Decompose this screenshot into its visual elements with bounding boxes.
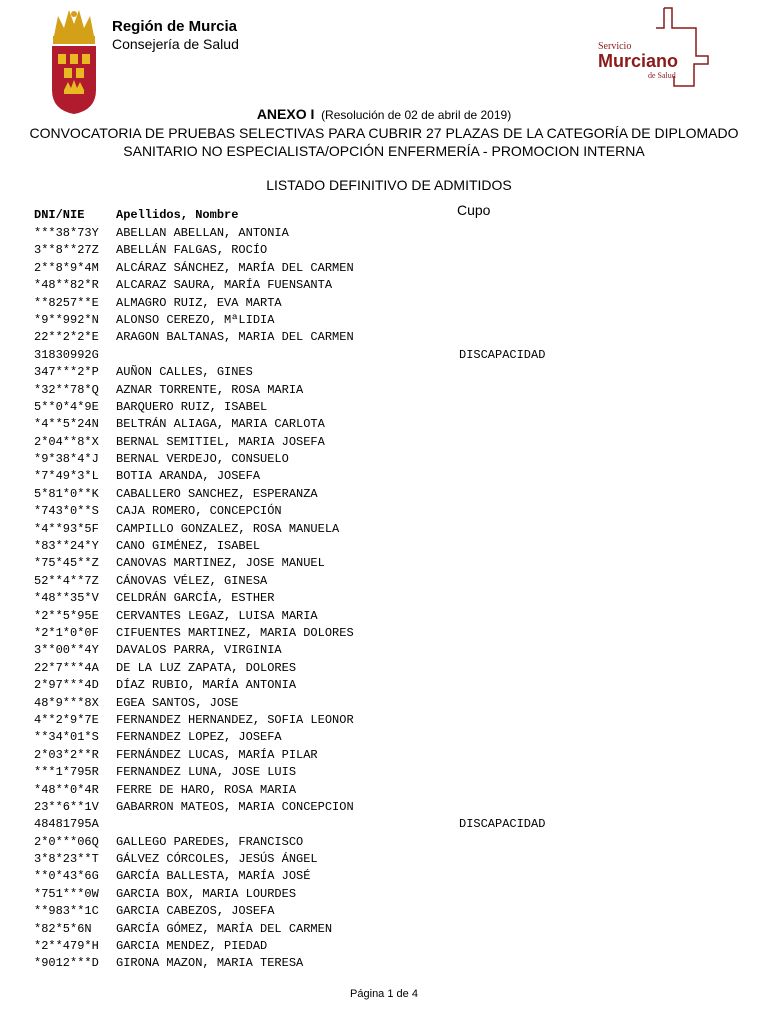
row-dni: 48*9***8X — [34, 695, 99, 710]
sms-logo — [596, 6, 718, 88]
row-dni: 2*03*2**R — [34, 747, 99, 762]
row-name: AZNAR TORRENTE, ROSA MARIA — [116, 382, 304, 397]
row-name: ALMAGRO RUIZ, EVA MARTA — [116, 295, 282, 310]
row-dni: *9**992*N — [34, 312, 99, 327]
row-name: FERNÁNDEZ LUCAS, MARÍA PILAR — [116, 747, 318, 762]
row-name: ALCÁRAZ SÁNCHEZ, MARÍA DEL CARMEN — [116, 260, 354, 275]
row-dni: *82*5*6N — [34, 921, 92, 936]
row-dni: *751***0W — [34, 886, 99, 901]
row-dni: 2*04**8*X — [34, 434, 99, 449]
row-dni: *48**82*R — [34, 278, 99, 293]
sms-logo-line3: de Salud — [648, 71, 676, 80]
row-dni: 347***2*P — [34, 365, 99, 380]
row-dni: 3**00**4Y — [34, 643, 99, 658]
row-dni: 3*8*23**T — [34, 852, 99, 867]
row-dni: ***1*795R — [34, 765, 99, 780]
column-header-name: Apellidos, Nombre — [116, 208, 239, 222]
row-name: BELTRÁN ALIAGA, MARIA CARLOTA — [116, 417, 325, 432]
row-dni: 5**0*4*9E — [34, 399, 99, 414]
row-dni: *2**479*H — [34, 939, 99, 954]
row-dni: *2**5*95E — [34, 608, 99, 623]
row-name: CABALLERO SANCHEZ, ESPERANZA — [116, 486, 318, 501]
row-name: AUÑON CALLES, GINES — [116, 365, 253, 380]
row-name: CIFUENTES MARTINEZ, MARIA DOLORES — [116, 625, 354, 640]
list-title: LISTADO DEFINITIVO DE ADMITIDOS — [266, 177, 512, 193]
column-header-cupo: Cupo — [457, 202, 491, 218]
column-header-dni: DNI/NIE — [34, 208, 85, 222]
row-name: ARAGON BALTANAS, MARIA DEL CARMEN — [116, 330, 354, 345]
convocatoria-line-1: CONVOCATORIA DE PRUEBAS SELECTIVAS PARA CUBRIR 27 PLAZAS DE LA CATEGORÍA DE DIPLOMADO — [29, 125, 739, 141]
row-dni: *48**35*V — [34, 591, 99, 606]
row-name: DÍAZ RUBIO, MARÍA ANTONIA — [116, 678, 297, 693]
row-name: CANO GIMÉNEZ, ISABEL — [116, 539, 261, 554]
row-name: CAJA ROMERO, CONCEPCIÓN — [116, 504, 282, 519]
row-name: BERNAL SEMITIEL, MARIA JOSEFA — [116, 434, 325, 449]
sms-logo-line1: Servicio — [598, 41, 632, 52]
row-dni: 22*7***4A — [34, 660, 99, 675]
row-dni: 3**8**27Z — [34, 243, 99, 258]
row-dni: **8257**E — [34, 295, 99, 310]
anexo-label: ANEXO I — [256, 106, 315, 122]
row-name: CANOVAS MARTINEZ, JOSE MANUEL — [116, 556, 325, 571]
row-name: CAMPILLO GONZALEZ, ROSA MANUELA — [116, 521, 340, 536]
row-dni: 2**8*9*4M — [34, 260, 99, 275]
row-name: GABARRON MATEOS, MARIA CONCEPCION — [116, 799, 354, 814]
row-dni: 2*97***4D — [34, 678, 99, 693]
header-organization — [48, 6, 239, 114]
row-name: DE LA LUZ ZAPATA, DOLORES — [116, 660, 297, 675]
row-name: FERNANDEZ LUNA, JOSE LUIS — [116, 765, 297, 780]
row-dni: *75*45**Z — [34, 556, 99, 571]
column-headers — [34, 208, 239, 222]
row-dni: *7*49*3*L — [34, 469, 99, 484]
convocatoria-title — [20, 124, 748, 160]
row-name: GARCIA MENDEZ, PIEDAD — [116, 939, 268, 954]
row-dni: 22**2*2*E — [34, 330, 99, 345]
org-name: Región de Murcia — [112, 18, 238, 35]
row-cupo: DISCAPACIDAD — [459, 347, 546, 362]
sms-logo-line2: Murciano — [598, 51, 679, 71]
row-name: CÁNOVAS VÉLEZ, GINESA — [116, 573, 268, 588]
row-dni: 31830992G — [34, 347, 99, 362]
row-name: ABELLAN ABELLAN, ANTONIA — [116, 226, 289, 240]
row-dni: 2*0***06Q — [34, 834, 99, 849]
row-dni: 4**2*9*7E — [34, 712, 99, 727]
row-name: BERNAL VERDEJO, CONSUELO — [116, 452, 289, 467]
row-dni: 5*81*0**K — [34, 486, 99, 501]
sms-cross-logo-icon — [596, 6, 718, 88]
row-name: ALONSO CEREZO, MªLIDIA — [116, 312, 275, 327]
row-dni: ***38*73Y — [34, 226, 99, 240]
row-name: DAVALOS PARRA, VIRGINIA — [116, 643, 282, 658]
row-name: GALLEGO PAREDES, FRANCISCO — [116, 834, 304, 849]
row-name: GARCIA BOX, MARIA LOURDES — [116, 886, 297, 901]
row-dni: *48**0*4R — [34, 782, 99, 797]
anexo-heading — [0, 106, 768, 122]
row-name: EGEA SANTOS, JOSE — [116, 695, 239, 710]
row-name: FERNANDEZ LOPEZ, JOSEFA — [116, 730, 282, 745]
row-name: GIRONA MAZON, MARIA TERESA — [116, 956, 304, 971]
row-dni: *9012***D — [34, 956, 99, 971]
row-name: FERRE DE HARO, ROSA MARIA — [116, 782, 297, 797]
row-dni: *743*0**S — [34, 504, 99, 519]
row-cupo: DISCAPACIDAD — [459, 817, 546, 832]
resolution-date: (Resolución de 02 de abril de 2019) — [321, 108, 512, 122]
row-name: CERVANTES LEGAZ, LUISA MARIA — [116, 608, 318, 623]
row-name: GÁLVEZ CÓRCOLES, JESÚS ÁNGEL — [116, 852, 318, 867]
convocatoria-line-2: SANITARIO NO ESPECIALISTA/OPCIÓN ENFERMERÍA - PROMOCION INTERNA — [123, 143, 645, 159]
row-dni: **0*43*6G — [34, 869, 99, 884]
row-dni: **983**1C — [34, 904, 99, 919]
row-name: ABELLÁN FALGAS, ROCÍO — [116, 243, 268, 258]
row-dni: *32**78*Q — [34, 382, 99, 397]
org-department: Consejería de Salud — [112, 36, 239, 52]
row-dni: *4**5*24N — [34, 417, 99, 432]
row-name: GARCÍA GÓMEZ, MARÍA DEL CARMEN — [116, 921, 333, 936]
row-name: GARCÍA BALLESTA, MARÍA JOSÉ — [116, 869, 311, 884]
row-name: BARQUERO RUIZ, ISABEL — [116, 399, 268, 414]
row-dni: 52**4**7Z — [34, 573, 99, 588]
row-dni: *83**24*Y — [34, 539, 99, 554]
row-dni: *9*38*4*J — [34, 452, 99, 467]
row-name: BOTIA ARANDA, JOSEFA — [116, 469, 261, 484]
row-dni: *2*1*0*0F — [34, 625, 99, 640]
row-dni: 48481795A — [34, 817, 99, 832]
row-dni: *4**93*5F — [34, 521, 99, 536]
row-name: CELDRÁN GARCÍA, ESTHER — [116, 591, 275, 606]
row-dni: **34*01*S — [34, 730, 99, 745]
row-name: ALCARAZ SAURA, MARÍA FUENSANTA — [116, 278, 333, 293]
region-coat-of-arms-icon — [48, 6, 100, 114]
row-dni: 23**6**1V — [34, 799, 99, 814]
row-name: GARCIA CABEZOS, JOSEFA — [116, 904, 275, 919]
row-name: FERNANDEZ HERNANDEZ, SOFIA LEONOR — [116, 712, 354, 727]
page-number: Página 1 de 4 — [350, 988, 418, 1000]
